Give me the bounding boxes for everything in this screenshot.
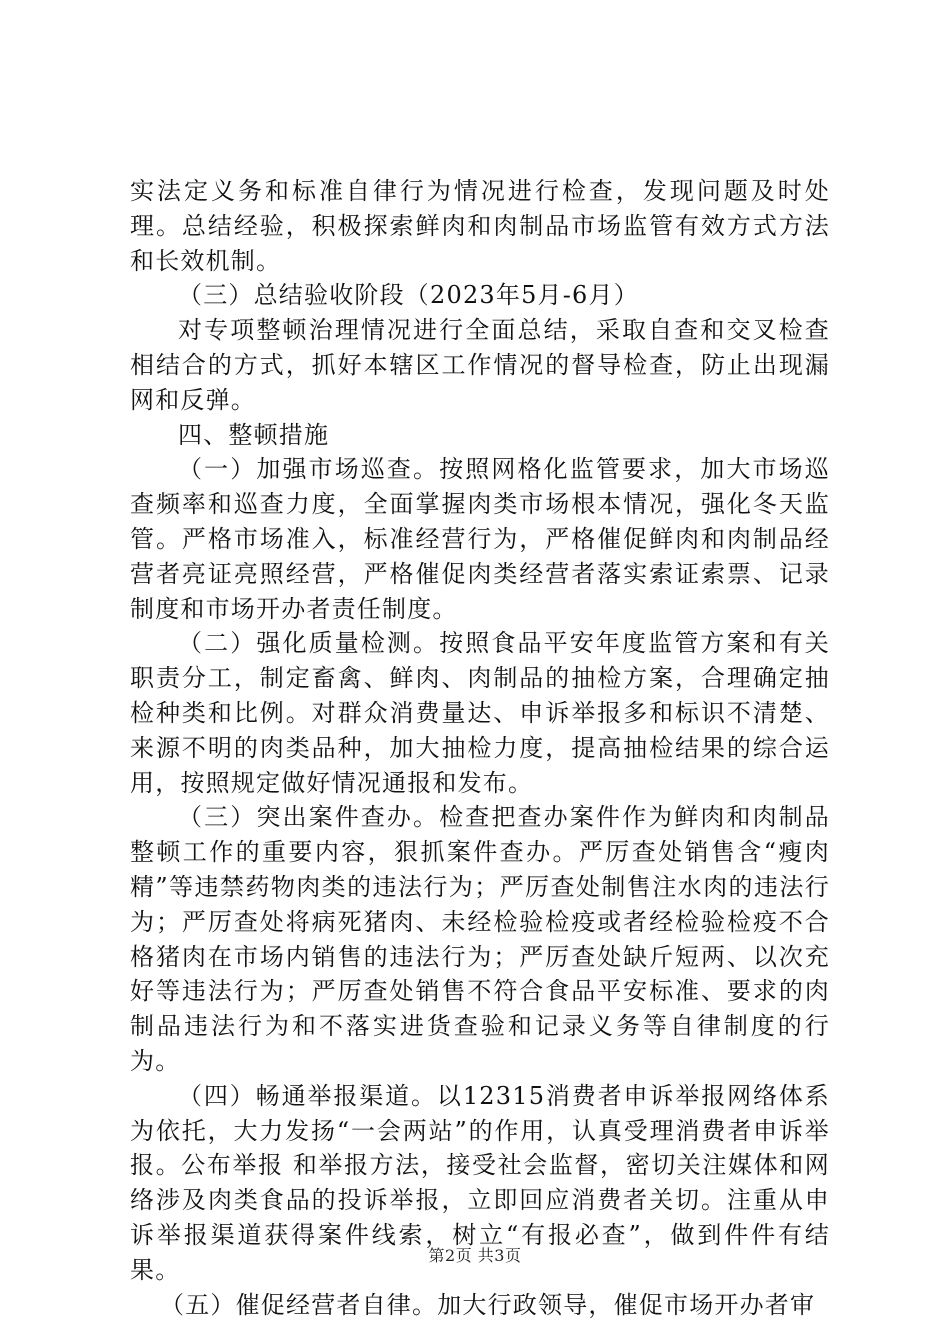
paragraph-measure-three: （三）突出案件查办。检查把查办案件作为鲜肉和肉制品整顿工作的重要内容，狠抓案件查办。严厉查处销售含“瘦肉精”等违禁药物肉类的违法行为；严厉查处制售注水肉的违法行为；严厉查处将病死猪肉、未经检验检疫或者经检验检疫不合格猪肉在市场内销售的违法行为；严厉查处缺斤短两、以次充好等违法行为；严厉查处销售不符合食品平安标准、要求的肉制品违法行为和不落实进货查验和记录义务等自律制度的行为。 bbox=[130, 803, 830, 1075]
paragraph-measure-one: （一）加强市场巡查。按照网格化监管要求，加大市场巡查频率和巡查力度，全面掌握肉类市场根本情况，强化冬天监管。严格市场准入，标准经营行为，严格催促鲜肉和肉制品经营者亮证亮照经营，严格催促肉类经营者落实索证索票、记录制度和市场开办者责任制度。 bbox=[130, 455, 830, 623]
subheading-phase-three: （三）总结验收阶段（2023年5月-6月） bbox=[178, 281, 639, 310]
paragraph-measure-four: （四）畅通举报渠道。以12315消费者申诉举报网络体系为依托，大力发扬“一会两站”的作用，认真受理消费者申诉举报。公布举报 和举报方法，接受社会监督，密切关注媒体和网络涉及肉类食品的投诉举报，立即回应消费者关切。注重从申诉举报渠道获得案件线索，树立“有报必查”，做到件件有结果。 bbox=[130, 1081, 830, 1284]
document-body bbox=[130, 174, 830, 1322]
paragraph-measure-five: （五）催促经营者自律。加大行政领导，催促市场开办者审 bbox=[160, 1290, 816, 1319]
section-heading-measures: 四、整顿措施 bbox=[178, 420, 330, 449]
paragraph-continuation: 实法定义务和标准自律行为情况进行检查，发现问题及时处理。总结经验，积极探索鲜肉和肉制品市场监管有效方式方法和长效机制。 bbox=[130, 177, 830, 275]
paragraph-phase-three: 对专项整顿治理情况进行全面总结，采取自查和交叉检查相结合的方式，抓好本辖区工作情况的督导检查，防止出现漏网和反弹。 bbox=[130, 316, 830, 414]
paragraph-measure-two: （二）强化质量检测。按照食品平安年度监管方案和有关职责分工，制定畜禽、鲜肉、肉制品的抽检方案，合理确定抽检种类和比例。对群众消费量达、申诉举报多和标识不清楚、来源不明的肉类品种，加大抽检力度，提高抽检结果的综合运用，按照规定做好情况通报和发布。 bbox=[130, 629, 830, 797]
page-footer: 第2页 共3页 bbox=[428, 1246, 522, 1265]
